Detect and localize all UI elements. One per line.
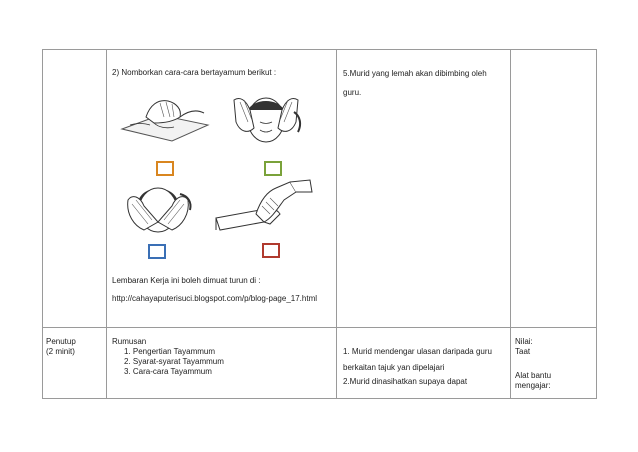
worksheet-note: Lembaran Kerja ini boleh dimuat turun di : (112, 276, 261, 285)
number-box-3[interactable] (148, 244, 166, 259)
row-divider (42, 327, 597, 328)
list-item: 3. Cara-cara Tayammum (124, 367, 212, 376)
phase-title: Penutup (46, 337, 76, 346)
hands-on-face-illustration (226, 92, 306, 147)
table-border-bottom (42, 398, 597, 399)
col-divider-2 (336, 49, 337, 399)
table-border-top (42, 49, 597, 50)
number-box-4[interactable] (262, 243, 280, 258)
hands-over-face-illustration (118, 180, 198, 235)
list-item: 2. Syarat-syarat Tayammum (124, 357, 224, 366)
activity-line-1: 1. Murid mendengar ulasan daripada guru (343, 347, 492, 356)
teaching-aids-label-cont: mengajar: (515, 381, 551, 390)
values-label: Nilai: (515, 337, 533, 346)
guidance-line-1: 5.Murid yang lemah akan dibimbing oleh (343, 69, 487, 78)
activity-line-2: berkaitan tajuk yan dipelajari (343, 363, 445, 372)
activity-line-3: 2.Murid dinasihatkan supaya dapat (343, 377, 468, 386)
summary-heading: Rumusan (112, 337, 147, 346)
col-divider-3 (510, 49, 511, 399)
values-text: Taat (515, 347, 531, 356)
instruction-text: 2) Nomborkan cara-cara bertayamum berikut : (112, 68, 277, 77)
number-box-2[interactable] (264, 161, 282, 176)
worksheet-url[interactable]: http://cahayaputerisuci.blogspot.com/p/blog-page_17.html (112, 294, 318, 303)
phase-duration: (2 minit) (46, 347, 75, 356)
table-border-right (596, 49, 597, 399)
teaching-aids-label: Alat bantu (515, 371, 552, 380)
table-border-left (42, 49, 43, 399)
list-item: 1. Pengertian Tayammum (124, 347, 216, 356)
col-divider-1 (106, 49, 107, 399)
number-box-1[interactable] (156, 161, 174, 176)
guidance-line-2: guru. (343, 88, 362, 97)
hands-on-surface-illustration (120, 95, 210, 143)
hand-wiping-arm-illustration (214, 178, 314, 236)
